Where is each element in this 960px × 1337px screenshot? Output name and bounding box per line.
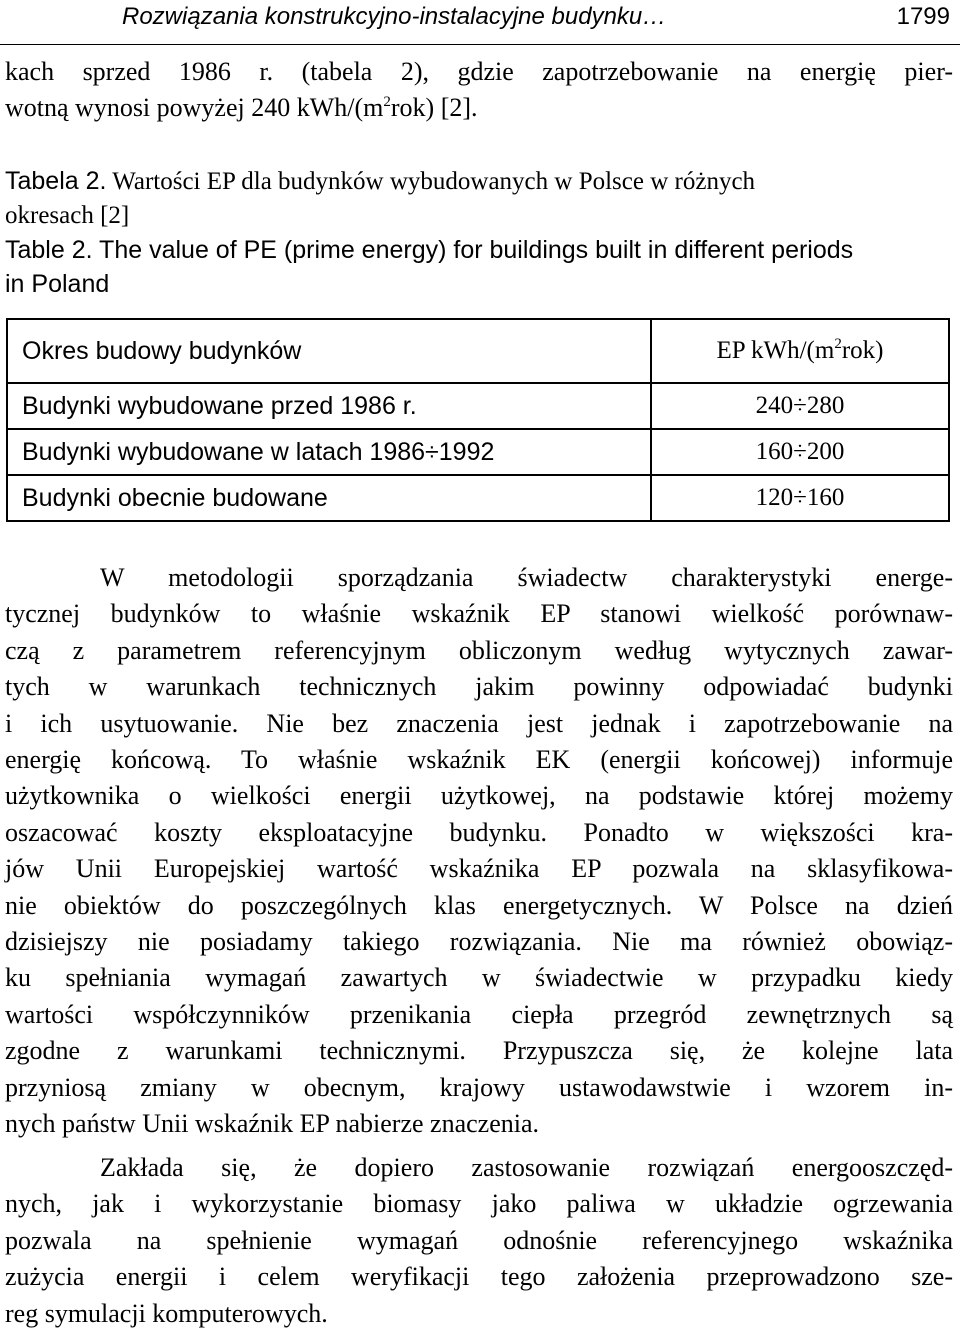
text-line: jów Unii Europejskiej wartość wskaźnika EP pozwala na sklasyfikowa-: [5, 854, 953, 884]
text-line: dzisiejszy nie posiadamy takiego rozwiązania. Nie ma również obowiąz-: [5, 927, 953, 957]
text-line: oszacować koszty eksploatacyjne budynku. Ponadto w większości kra-: [5, 817, 953, 847]
cell-value: 160÷200: [651, 429, 949, 475]
cell-value: 240÷280: [651, 383, 949, 429]
text-line: użytkownika o wielkości energii użytkowej, na podstawie której możemy: [5, 781, 953, 811]
text-line: reg symulacji komputerowych.: [5, 1298, 328, 1328]
ep-table: [6, 318, 950, 522]
caption-label: Tabela 2.: [5, 167, 107, 195]
body-paragraph-2: [5, 1150, 953, 1332]
text-line: kach sprzed 1986 r. (tabela 2), gdzie zapotrzebowanie na energię pier-: [5, 57, 953, 86]
header-ep: EP kWh/$(m^2rok)$: [651, 319, 949, 383]
text-line: energię końcową. To właśnie wskaźnik EK (energii końcowej) informuje: [5, 745, 953, 775]
text-line: przyniosą zmiany w obecnym, krajowy ustawodawstwie i wzorem in-: [5, 1072, 953, 1102]
running-title: Rozwiązania konstrukcyjno-instalacyjne budynku…: [122, 3, 667, 30]
text-line: W metodologii sporządzania świadectw charakterystyki energe-: [100, 563, 953, 592]
cell-period: Budynki wybudowane w latach 1986÷1992: [7, 429, 651, 475]
caption-label: Table 2.: [5, 236, 93, 264]
text-line: nie obiektów do poszczególnych klas energetycznych. W Polsce na dzień: [5, 890, 953, 920]
text-line: Zakłada się, że dopiero zastosowanie rozwiązań energooszczęd-: [100, 1153, 953, 1182]
table-row: [7, 429, 949, 475]
text-line: zgodne z warunkami technicznymi. Przypuszcza się, że kolejne lata: [5, 1036, 953, 1066]
table-row: [7, 475, 949, 521]
text-line: nych państw Unii wskaźnik EP nabierze znaczenia.: [5, 1109, 540, 1139]
intro-paragraph: [5, 54, 953, 127]
text-line: ku spełniania wymagań zawartych w świadectwie w przypadku kiedy: [5, 963, 953, 993]
text-line: wartości współczynników przenikania ciepła przegród zewnętrznych są: [5, 999, 953, 1029]
text-line: i ich usytuowanie. Nie bez znaczenia jest jednak i zapotrzebowanie na: [5, 708, 953, 738]
header-period: Okres budowy budynków: [7, 319, 651, 383]
table-row: [7, 383, 949, 429]
cell-period: Budynki obecnie budowane: [7, 475, 651, 521]
text-line: zużycia energii i celem weryfikacji tego założenia przeprowadzono sze-: [5, 1262, 953, 1292]
text-line: pozwala na spełnienie wymagań odnośnie referencyjnego wskaźnika: [5, 1225, 953, 1255]
table-caption-en: Table 2. The value of PE (prime energy) for buildings built in different periods in Poland: [5, 236, 854, 298]
body-paragraph-1: [5, 560, 953, 1143]
text-line: tych w warunkach technicznych jakim powinny odpowiadać budynki: [5, 672, 953, 702]
cell-period: Budynki wybudowane przed 1986 r.: [7, 383, 651, 429]
table-caption-pl: Tabela 2. Wartości EP dla budynków wybudowanych w Polsce w różnych okresach [2]: [5, 167, 756, 229]
text-line: wotną wynosi powyżej 240 kWh/$(m^2rok)$ [2].: [5, 93, 478, 123]
page-header: [0, 0, 960, 45]
text-line: tycznej budynków to właśnie wskaźnik EP stanowi wielkość porównaw-: [5, 599, 953, 629]
text-line: czą z parametrem referencyjnym obliczonym według wytycznych zawar-: [5, 635, 953, 665]
cell-value: 120÷160: [651, 475, 949, 521]
text-line: nych, jak i wykorzystanie biomasy jako paliwa w układzie ogrzewania: [5, 1189, 953, 1219]
page-number: 1799: [896, 3, 950, 30]
table-header-row: [7, 319, 949, 383]
